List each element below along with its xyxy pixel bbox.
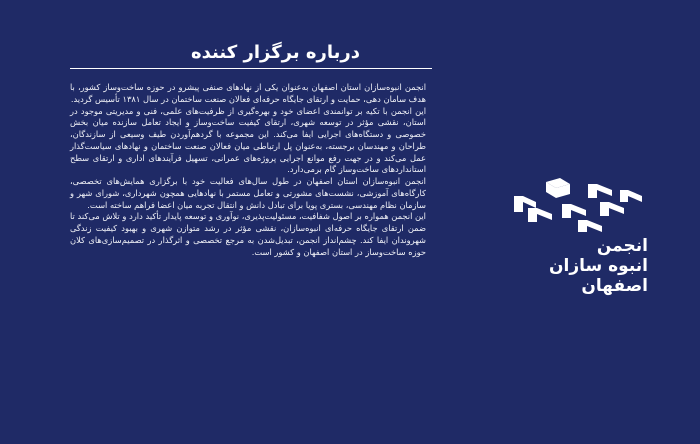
title-divider <box>70 68 432 69</box>
paragraph-2: این انجمن با تکیه بر توانمندی اعضای خود و بهره‌گیری از ظرفیت‌های علمی، فنی و مدیریتی موجود در استان، نقشی مؤثر در توسعه شهری، ارتقای کیفیت ساخت‌وساز و ایجاد تعامل سازنده میان بخش خصوصی و دستگاه‌های اجرایی ایفا می‌کند. این مجموعه با گردهم‌آوردن طیف وسیعی از سازندگان، طراحان و مهندسان برجسته، به‌عنوان پل ارتباطی میان فعالان صنعت ساختمان و نهادهای سیاست‌گذار عمل می‌کند و در جهت رفع موانع اجرایی پروژه‌های عمرانی، تسهیل فرآیندهای اداری و ارتقای سطح استانداردهای ساخت‌وساز گام برمی‌دارد. <box>70 105 426 175</box>
page-title: درباره برگزار کننده <box>191 42 360 63</box>
paragraph-4: این انجمن همواره بر اصول شفافیت، مسئولیت‌پذیری، نوآوری و توسعه پایدار تأکید دارد و تلاش می‌کند تا ضمن ارتقای جایگاه حرفه‌ای انبوه‌سازان، نقشی مؤثر در رشد متوازن شهری و بهبود کیفیت زندگی شهروندان ایفا کند. چشم‌انداز انجمن، تبدیل‌شدن به مرجع تخصصی و اثرگذار در تصمیم‌سازی‌های کلان حوزه ساخت‌وساز در استان اصفهان و کشور است. <box>70 211 426 257</box>
organization-logo-mark <box>508 178 648 238</box>
paragraph-3: انجمن انبوه‌سازان استان اصفهان در طول سال‌های فعالیت خود با برگزاری همایش‌های تخصصی، کارگاه‌های آموزشی، نشست‌های مشورتی و تعامل مستمر با نهادهایی همچون شهرداری، شورای شهر و سازمان نظام مهندسی، بستری پویا برای تبادل دانش و انتقال تجربه میان اعضا فراهم ساخته است. <box>70 176 426 210</box>
logo-text-line-2: انبوه سازان <box>549 256 648 276</box>
logo-text-line-3: اصفهان <box>581 276 648 296</box>
paragraph-1: انجمن انبوه‌سازان استان اصفهان به‌عنوان یکی از نهادهای صنفی پیشرو در حوزه ساخت‌وساز کشور، با هدف سامان دهی، حمایت و ارتقای جایگاه حرفه‌ای فعالان صنعت ساختمان در سال ۱۳۸۱ تأسیس گردید. <box>70 82 426 104</box>
about-text <box>70 82 426 258</box>
logo-text-line-1: انجمن <box>596 236 648 256</box>
